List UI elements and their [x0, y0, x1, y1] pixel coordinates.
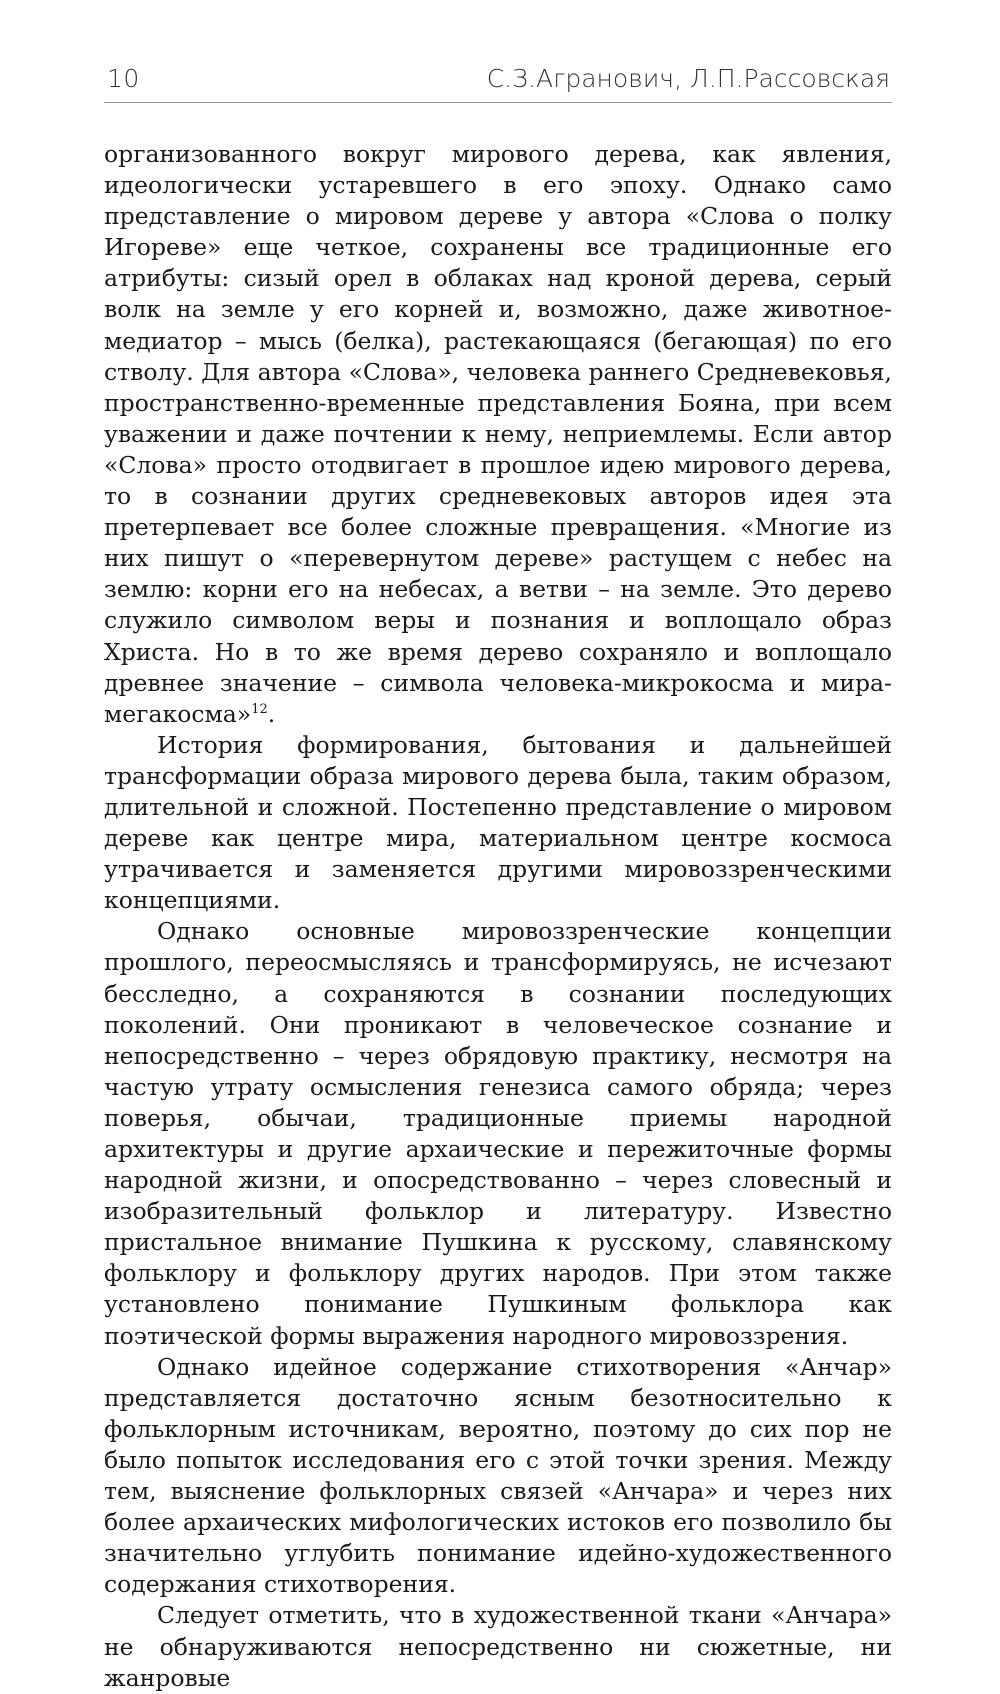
paragraph-tail: .: [267, 699, 276, 728]
footnote-reference[interactable]: 12: [251, 701, 268, 717]
paragraph: Однако идейное содержание стихотворения «Анчар» представляется достаточно ясным безотносительно к фольклорным источникам, вероятно, поэтому до сих пор не было попыток исследования его с этой точки зрения. Между тем, выяснение фольклорных связей «Анчара» и через них более архаических мифологических истоков его позволило бы значительно углубить понимание идейно-художественного содержания стихотворения.: [104, 1352, 892, 1599]
running-header: [104, 62, 892, 103]
page-number: 10: [107, 64, 140, 93]
paragraph: История формирования, бытования и дальнейшей трансформации образа мирового дерева была, таким образом, длительной и сложной. Постепенно представление о мировом дереве как центре мира, материальном центре космоса утрачивается и заменяется другими мировоззренческими концепциями.: [104, 730, 892, 915]
paragraph-last: Следует отметить, что в художественной ткани «Анчара» не обнаруживаются непосредственно ни сюжетные, ни жанровые: [104, 1601, 892, 1692]
paragraph-continued: [104, 139, 892, 730]
paragraph-text: организованного вокруг мирового дерева, как явления, идеологически устаревшего в его эпоху. Однако само представление о мировом дереве у автора «Слова о полку Игореве» еще четкое, сохранены все традиционные его атрибуты: сизый орел в облаках над кроной дерева, серый волк на земле у его корней и, возможно, даже животное-медиатор – мысь (белка), растекающаяся (бегающая) по его стволу. Для автора «Слова», человека раннего Средневековья, пространственно-временные представления Бояна, при всем уважении и даже почтении к нему, неприемлемы. Если автор «Слова» просто отодвигает в прошлое идею мирового дерева, то в сознании других средневековых авторов идея эта претерпевает все более сложные превращения. «Многие из них пишут о «перевернутом дереве» растущем с небес на землю: корни его на небесах, а ветви – на земле. Это дерево служило символом веры и познания и воплощало образ Христа. Но в то же время дерево сохраняло и воплощало древнее значение – символа человека-микрокосма и мира-мегакосма»: [104, 140, 892, 728]
page-body-text: [104, 139, 892, 1694]
running-header-authors: С.З.Агранович, Л.П.Рассовская: [486, 64, 890, 93]
paragraph: Однако основные мировоззренческие концепции прошлого, переосмысляясь и трансформируясь, не исчезают бесследно, а сохраняются в сознании последующих поколений. Они проникают в человеческое сознание и непосредственно – через обрядовую практику, несмотря на частую утрату осмысления генезиса самого обряда; через поверья, обычаи, традиционные приемы народной архитектуры и другие архаические и пережиточные формы народной жизни, и опосредствованно – через словесный и изобразительный фольклор и литературу. Известно пристальное внимание Пушкина к русскому, славянскому фольклору и фольклору других народов. При этом также установлено понимание Пушкиным фольклора как поэтической формы выражения народного мировоззрения.: [104, 917, 892, 1350]
